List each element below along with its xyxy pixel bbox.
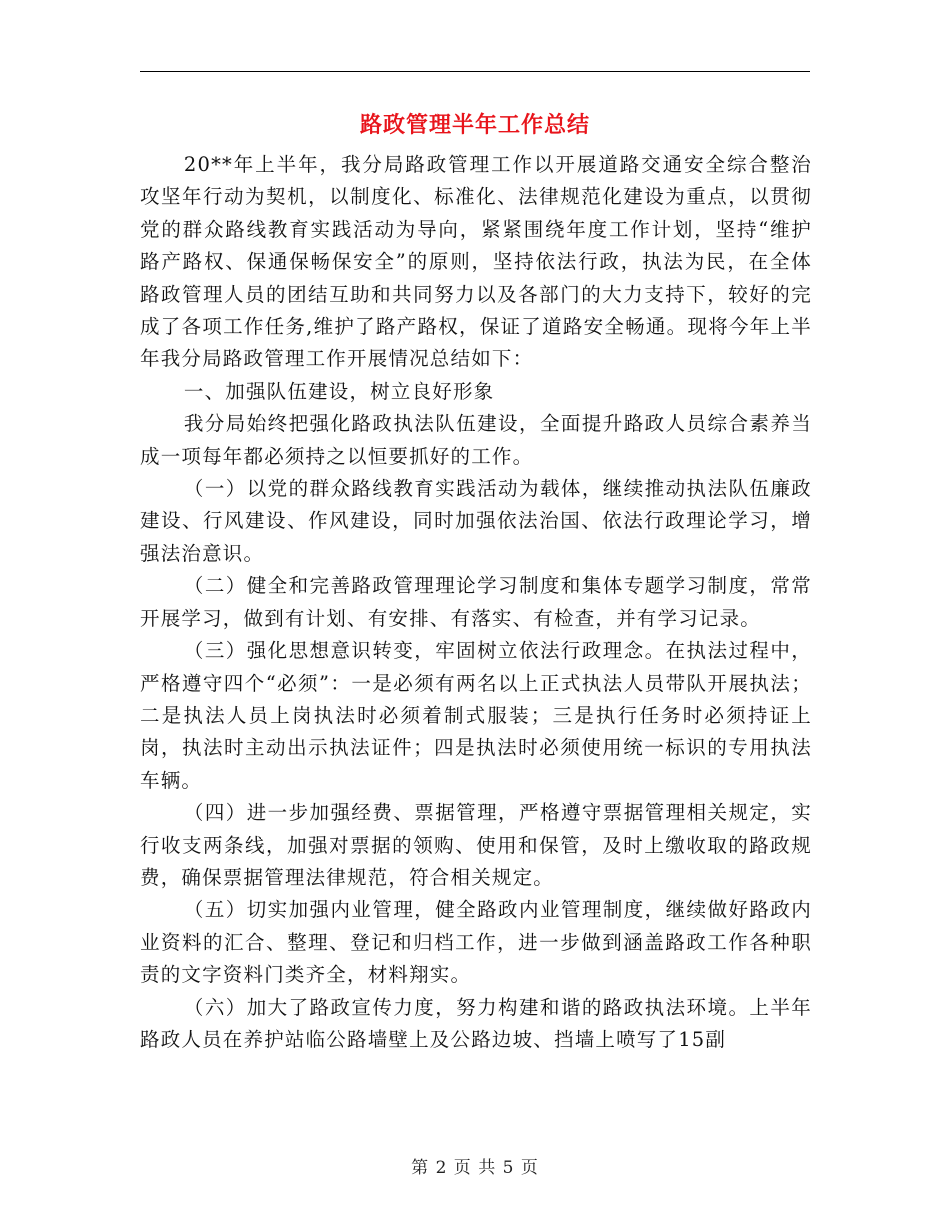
document-body — [140, 149, 812, 1056]
paragraph: 我分局始终把强化路政执法队伍建设，全面提升路政人员综合素养当成一项每年都必须持之以恒要抓好的工作。 — [140, 412, 812, 468]
paragraph: （四）进一步加强经费、票据管理，严格遵守票据管理相关规定，实行收支两条线，加强对票据的领购、使用和保管，及时上缴收取的路政规费，确保票据管理法律规范，符合相关规定。 — [140, 801, 812, 889]
document-title: 路政管理半年工作总结 — [359, 112, 590, 138]
paragraph: （二）健全和完善路政管理理论学习制度和集体专题学习制度，常常开展学习，做到有计划、有安排、有落实、有检查，并有学习记录。 — [140, 574, 812, 630]
paragraph: （三）强化思想意识转变，牢固树立依法行政理念。在执法过程中，严格遵守四个“必须”：一是必须有两名以上正式执法人员带队开展执法；二是执法人员上岗执法时必须着制式服装；三是执行任务时必须持证上岗，执法时主动出示执法证件；四是执法时必须使用统一标识的专用执法车辆。 — [140, 639, 812, 792]
header-rule — [140, 71, 810, 72]
page-number: 第 2 页 共 5 页 — [411, 1158, 539, 1178]
paragraph: （一）以党的群众路线教育实践活动为载体，继续推动执法队伍廉政建设、行风建设、作风建设，同时加强依法治国、依法行政理论学习，增强法治意识。 — [140, 477, 812, 565]
paragraph-intro: 20**年上半年，我分局路政管理工作以开展道路交通安全综合整治攻坚年行动为契机，以制度化、标准化、法律规范化建设为重点，以贯彻党的群众路线教育实践活动为导向，紧紧围绕年度工作计划，坚持“维护路产路权、保通保畅保安全”的原则，坚持依法行政，执法为民，在全体路政管理人员的团结互助和共同努力以及各部门的大力支持下，较好的完成了各项工作任务,维护了路产路权，保证了道路安全畅通。现将今年上半年我分局路政管理工作开展情况总结如下： — [140, 153, 812, 371]
paragraph: （五）切实加强内业管理，健全路政内业管理制度，继续做好路政内业资料的汇合、整理、登记和归档工作，进一步做到涵盖路政工作各种职责的文字资料门类齐全，材料翔实。 — [140, 898, 812, 987]
paragraph: （六）加大了路政宣传力度，努力构建和谐的路政执法环境。上半年路政人员在养护站临公路墙壁上及公路边坡、挡墙上喷写了15副 — [140, 995, 812, 1051]
section-heading: 一、加强队伍建设，树立良好形象 — [183, 379, 495, 403]
